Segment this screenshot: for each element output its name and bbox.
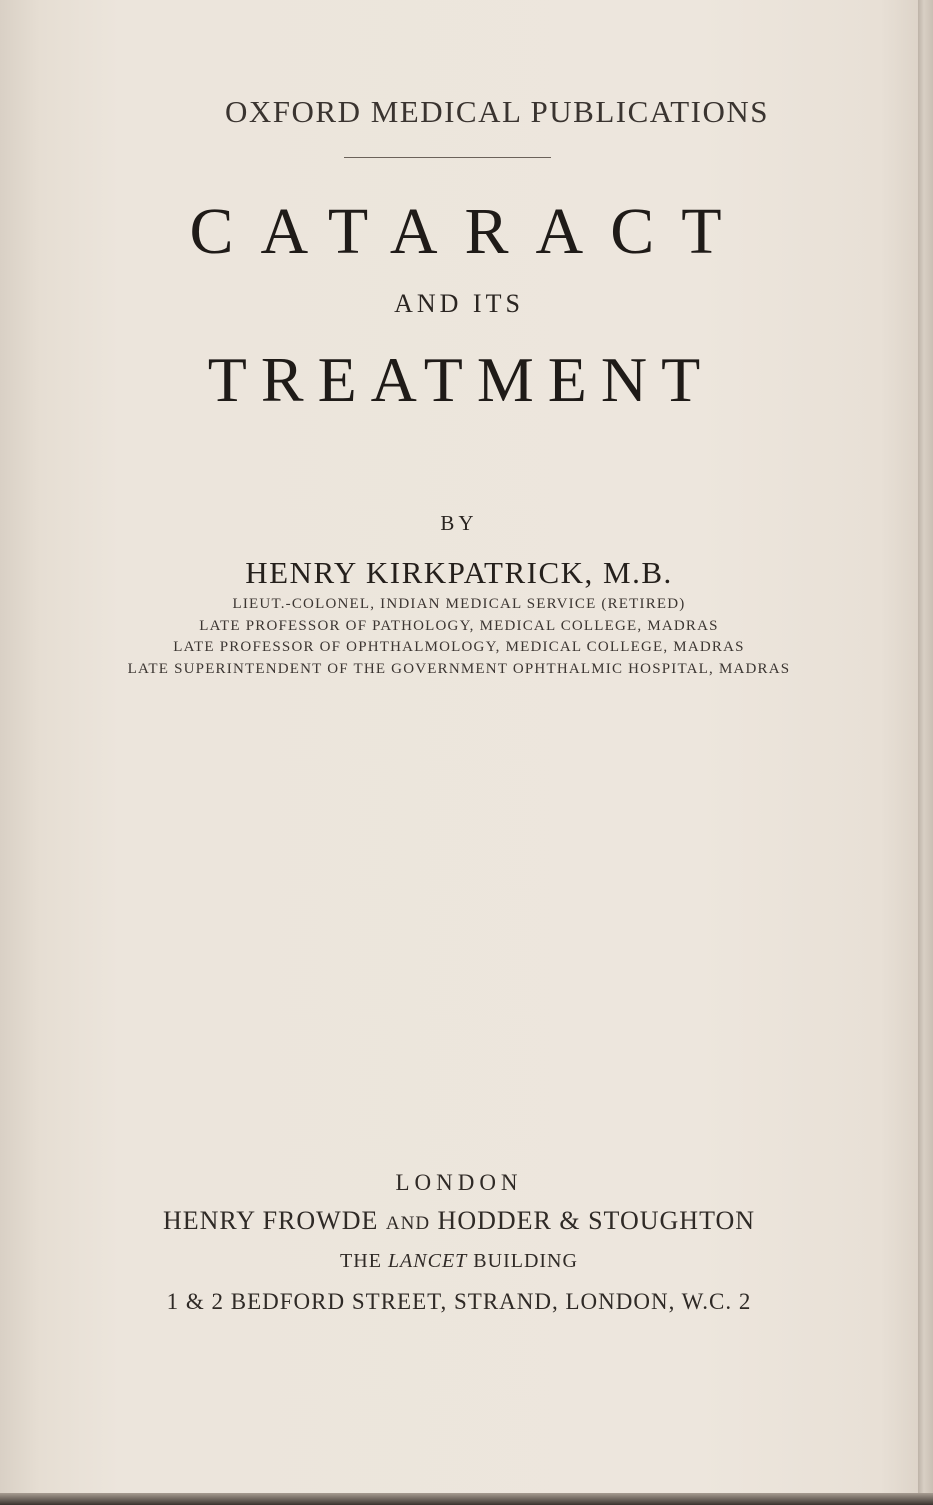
byline: BY	[440, 511, 478, 535]
book-title-line-1: CATARACT	[189, 195, 749, 268]
author-name: HENRY KIRKPATRICK, M.B.	[245, 555, 673, 590]
series-title: OXFORD MEDICAL PUBLICATIONS	[225, 94, 769, 129]
book-title-line-2: AND ITS	[394, 289, 524, 318]
author-credential: LIEUT.-COLONEL, INDIAN MEDICAL SERVICE (RETIRED)	[232, 596, 686, 612]
building-prefix: THE	[340, 1250, 382, 1272]
imprint-building	[0, 1250, 918, 1273]
publisher-conjunction: AND	[385, 1213, 431, 1234]
divider-rule	[344, 157, 551, 158]
author-credential: LATE PROFESSOR OF OPHTHALMOLOGY, MEDICAL COLLEGE, MADRAS	[173, 639, 745, 655]
imprint-publisher	[0, 1206, 918, 1236]
author-credential: LATE PROFESSOR OF PATHOLOGY, MEDICAL COLLEGE, MADRAS	[199, 618, 719, 634]
imprint-city: LONDON	[395, 1170, 523, 1195]
author-credential: LATE SUPERINTENDENT OF THE GOVERNMENT OPHTHALMIC HOSPITAL, MADRAS	[127, 661, 791, 677]
publisher-name-1: HENRY FROWDE	[162, 1206, 379, 1235]
imprint-address: 1 & 2 BEDFORD STREET, STRAND, LONDON, W.C. 2	[166, 1289, 752, 1314]
building-suffix: BUILDING	[473, 1250, 578, 1272]
page-edge-bottom	[0, 1493, 933, 1505]
building-name: LANCET	[387, 1250, 468, 1272]
book-title-line-3: TREATMENT	[207, 344, 715, 415]
publisher-name-2: HODDER & STOUGHTON	[437, 1206, 756, 1235]
page-edge-right	[918, 0, 933, 1505]
